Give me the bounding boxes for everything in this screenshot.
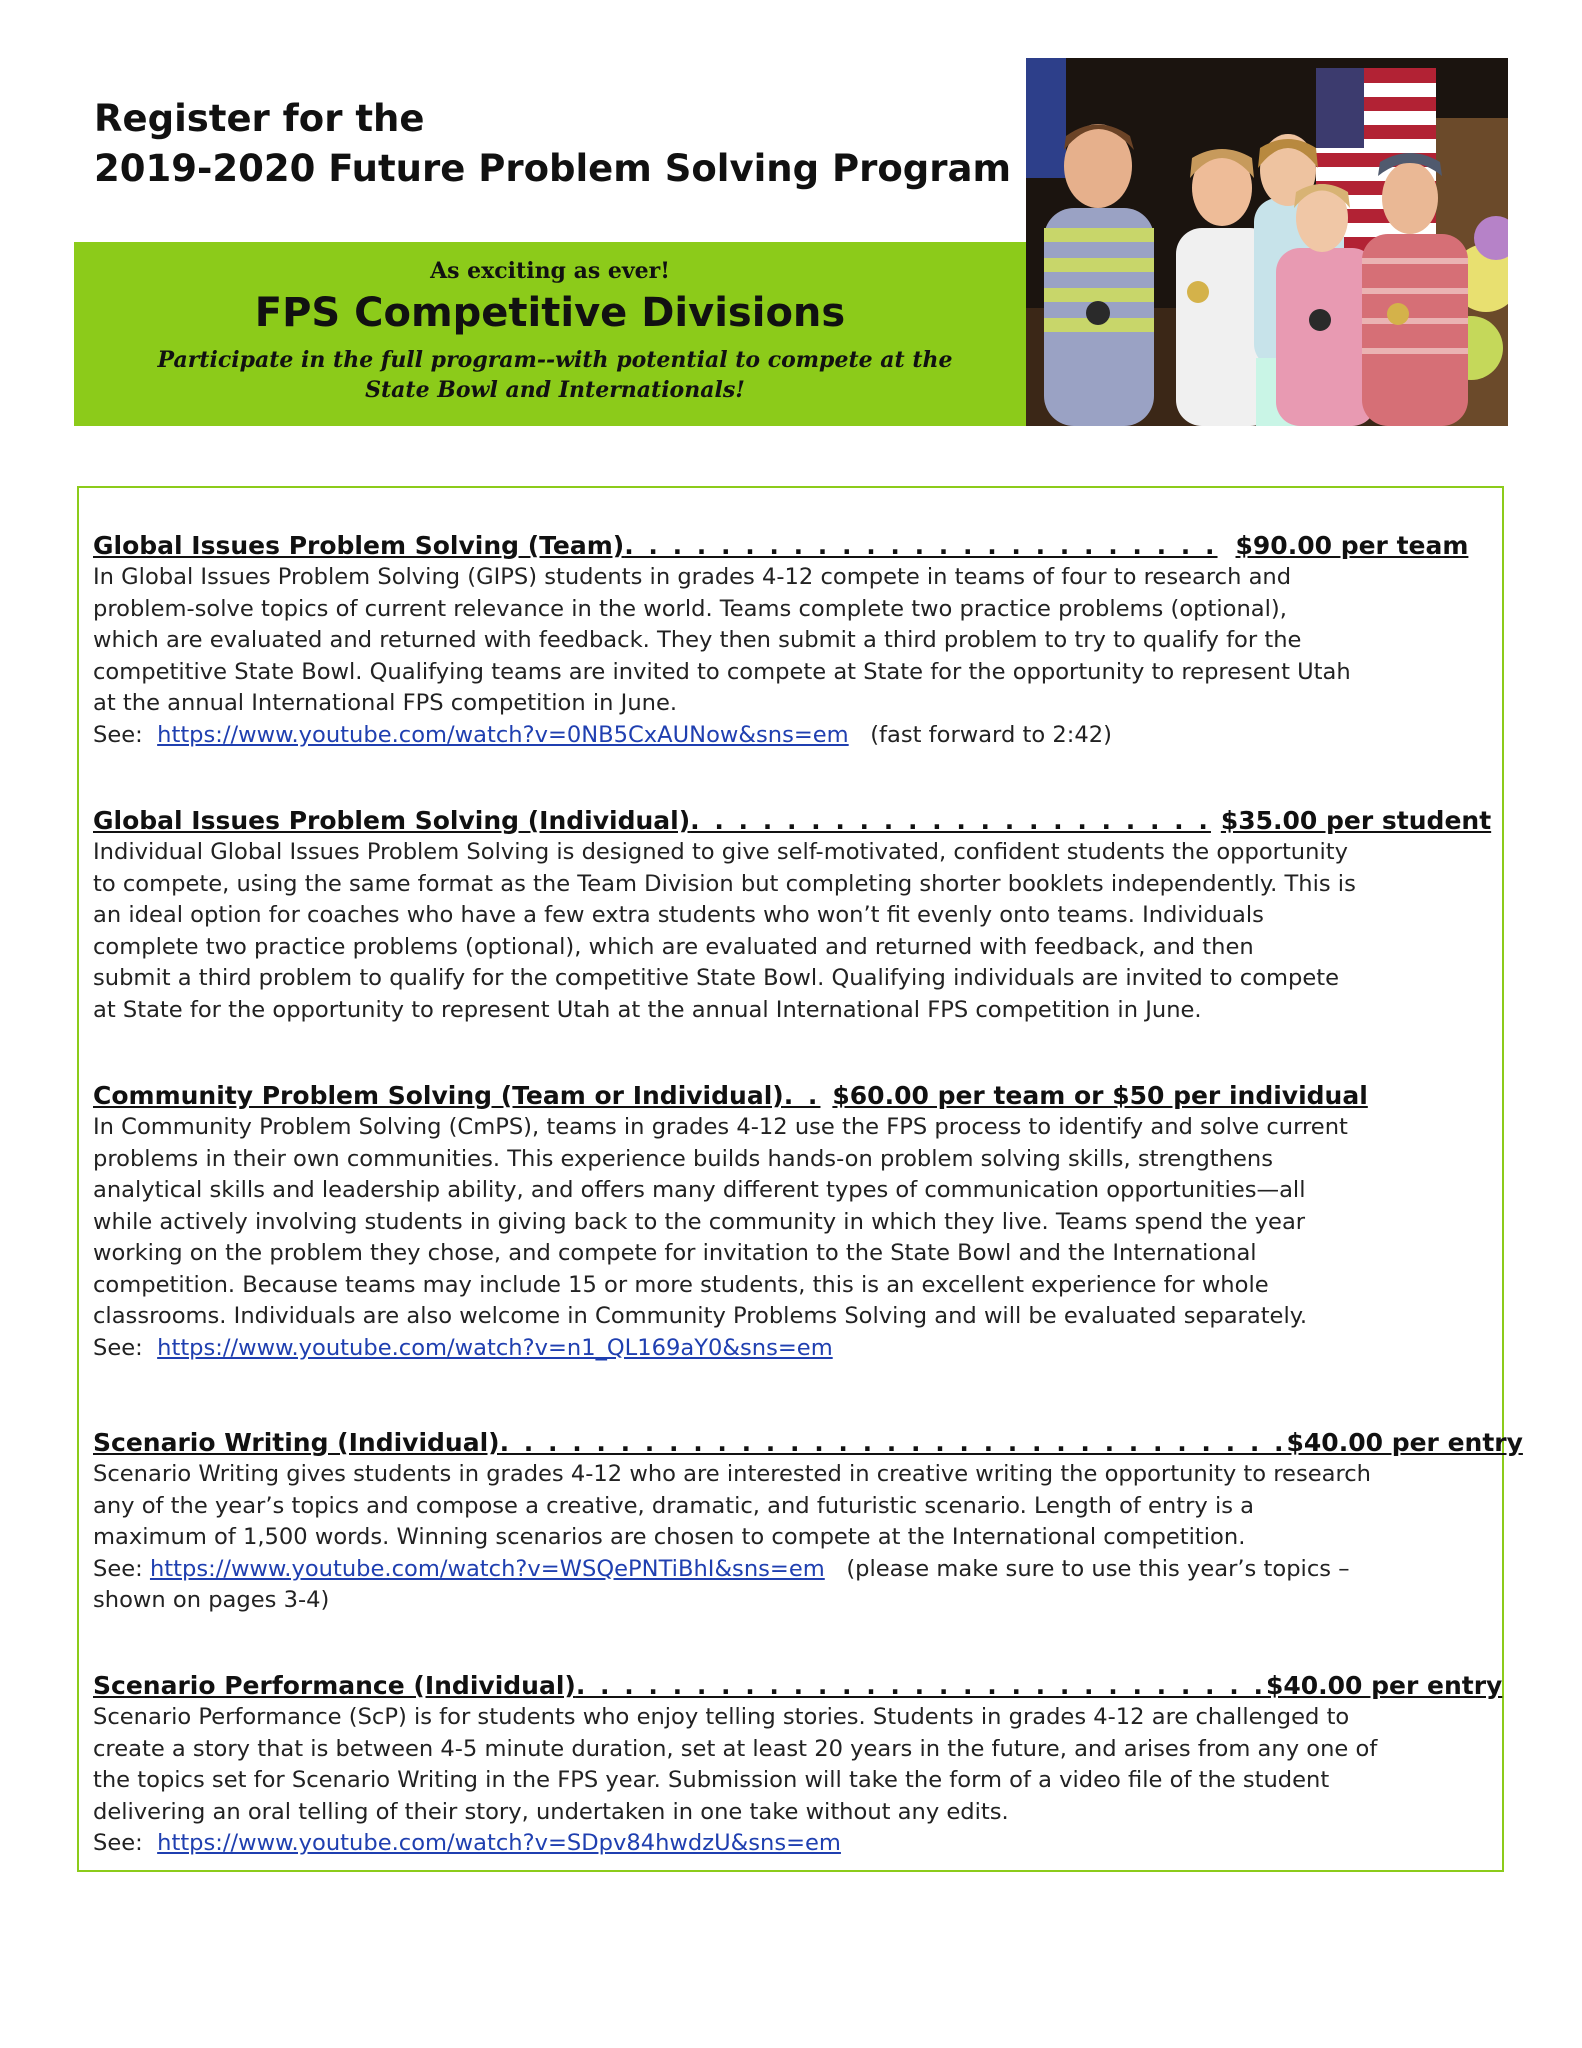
see-line	[93, 1554, 1493, 1586]
banner-subtitle	[114, 345, 996, 405]
description-line: analytical skills and leadership ability, and offers many different types of communication opportunities—all	[93, 1177, 1306, 1203]
banner-subtitle-line-2: State Bowl and Internationals!	[365, 377, 745, 403]
description-line: to compete, using the same format as the Team Division but completing shorter booklets independently. This is	[93, 870, 1356, 897]
description-line: complete two practice problems (optional), which are evaluated and returned with feedback, and then	[93, 933, 1254, 960]
section-heading	[93, 1427, 1523, 1459]
description-line: Scenario Performance (ScP) is for students who enjoy telling stories. Students in grades 4-12 are challenged to	[93, 1704, 1350, 1730]
description-line: create a story that is between 4-5 minute duration, set at least 20 years in the future, and arises from any one of	[93, 1735, 1378, 1762]
description-line: which are evaluated and returned with feedback. They then submit a third problem to try to qualify for the	[93, 627, 1302, 653]
description-line: maximum of 1,500 words. Winning scenarios are chosen to compete at the International competition.	[93, 1524, 1246, 1550]
video-link[interactable]: https://www.youtube.com/watch?v=0NB5CxAUNow&sns=em	[157, 721, 849, 748]
section-price: $40.00 per entry	[1286, 1428, 1523, 1457]
description-line: submit a third problem to qualify for the competitive State Bowl. Qualifying individuals are invited to compete	[93, 965, 1340, 991]
see-line	[93, 1828, 1493, 1860]
leader-dots: . . . . . . . . . . . . . . . . . . . . . . . . .	[624, 531, 1218, 560]
section-description	[93, 562, 1493, 720]
leader-dots: . . . . . . . . . . . . . . . . . . . . . . . . . . . . .	[575, 1671, 1266, 1700]
description-line: In Community Problem Solving (CmPS), teams in grades 4-12 use the FPS process to identify and solve current	[93, 1114, 1348, 1140]
leader-dots: . . . . . . . . . . . . . . . . . . . . . . . . . . . . . . . . .	[499, 1428, 1287, 1457]
description-line: competitive State Bowl. Qualifying teams are invited to compete at State for the opportunity to represent Utah	[93, 658, 1351, 685]
section-gips-team	[93, 530, 1493, 751]
description-line: Scenario Writing gives students in grades 4-12 who are interested in creative writing the opportunity to research	[93, 1461, 1372, 1487]
banner-subtitle-line-1: Participate in the full program--with potential to compete at the	[157, 347, 953, 373]
description-line: problems in their own communities. This experience builds hands-on problem solving skills, strengthens	[93, 1145, 1273, 1172]
description-line: Individual Global Issues Problem Solving is designed to give self-motivated, confident students the opportunity	[93, 839, 1348, 865]
section-title: Scenario Performance (Individual)	[93, 1671, 576, 1700]
title-line-1: Register for the	[94, 97, 425, 140]
description-line: an ideal option for coaches who have a few extra students who won’t fit evenly onto teams. Individuals	[93, 902, 1264, 928]
section-cmps	[93, 1080, 1493, 1364]
description-line: while actively involving students in giving back to the community in which they live. Teams spend the year	[93, 1208, 1306, 1235]
section-gips-individual	[93, 805, 1493, 1026]
see-label: See:	[93, 1830, 143, 1856]
page-title	[94, 94, 1011, 194]
section-price: $40.00 per entry	[1265, 1671, 1503, 1700]
description-line: competition. Because teams may include 15 or more students, this is an excellent experience for whole	[93, 1271, 1269, 1298]
see-note-continued: shown on pages 3-4)	[93, 1587, 330, 1613]
section-heading	[93, 530, 1493, 562]
description-line: classrooms. Individuals are also welcome in Community Problems Solving and will be evaluated separately.	[93, 1303, 1308, 1329]
section-title: Global Issues Problem Solving (Team)	[93, 531, 625, 560]
video-link[interactable]: https://www.youtube.com/watch?v=SDpv84hwdzU&sns=em	[157, 1830, 841, 1856]
see-line	[93, 720, 1493, 752]
see-note: (fast forward to 2:42)	[870, 721, 1112, 748]
title-line-2: 2019-2020 Future Problem Solving Program	[94, 147, 1011, 190]
description-line: delivering an oral telling of their story, undertaken in one take without any edits.	[93, 1798, 1009, 1825]
section-description	[93, 1702, 1493, 1828]
description-line: problem-solve topics of current relevance in the world. Teams complete two practice problems (optional),	[93, 595, 1287, 622]
section-heading	[93, 1080, 1493, 1112]
section-heading	[93, 1670, 1503, 1702]
description-line: the topics set for Scenario Writing in the FPS year. Submission will take the form of a video file of the student	[93, 1767, 1330, 1793]
students-medals-photo	[1026, 58, 1508, 426]
see-label: See:	[93, 1555, 143, 1582]
section-title: Scenario Writing (Individual)	[93, 1428, 500, 1457]
section-scenario-writing	[93, 1427, 1523, 1617]
description-line: In Global Issues Problem Solving (GIPS) students in grades 4-12 compete in teams of four to research and	[93, 564, 1292, 590]
leader-dots: . . . . . . . . . . . . . . . . . . . . . .	[690, 806, 1211, 835]
section-price: $90.00 per team	[1235, 531, 1469, 560]
section-title: Community Problem Solving (Team or Individual)	[93, 1081, 784, 1110]
section-heading	[93, 805, 1493, 837]
section-description	[93, 1112, 1493, 1333]
banner-tagline: As exciting as ever!	[430, 258, 670, 284]
section-scenario-performance	[93, 1670, 1503, 1860]
see-note: (please make sure to use this year’s topics –	[846, 1555, 1350, 1582]
section-description	[93, 1459, 1493, 1554]
description-line: at State for the opportunity to represent Utah at the annual International FPS competition in June.	[93, 996, 1202, 1023]
section-title: Global Issues Problem Solving (Individual)	[93, 806, 691, 835]
see-label: See:	[93, 1334, 143, 1361]
leader-dots: . .	[783, 1081, 821, 1110]
banner-heading: FPS Competitive Divisions	[254, 290, 846, 336]
see-line	[93, 1333, 1493, 1365]
divisions-banner	[74, 242, 1026, 426]
section-description	[93, 837, 1493, 1026]
section-price: $35.00 per student	[1220, 806, 1492, 835]
description-line: working on the problem they chose, and compete for invitation to the State Bowl and the International	[93, 1240, 1257, 1266]
description-line: at the annual International FPS competition in June.	[93, 690, 678, 716]
video-link[interactable]: https://www.youtube.com/watch?v=WSQePNTiBhI&sns=em	[149, 1555, 825, 1582]
description-line: any of the year’s topics and compose a creative, dramatic, and futuristic scenario. Length of entry is a	[93, 1492, 1255, 1519]
section-price: $60.00 per team or $50 per individual	[832, 1081, 1368, 1110]
video-link[interactable]: https://www.youtube.com/watch?v=n1_QL169aY0&sns=em	[157, 1334, 833, 1361]
see-label: See:	[93, 721, 143, 748]
